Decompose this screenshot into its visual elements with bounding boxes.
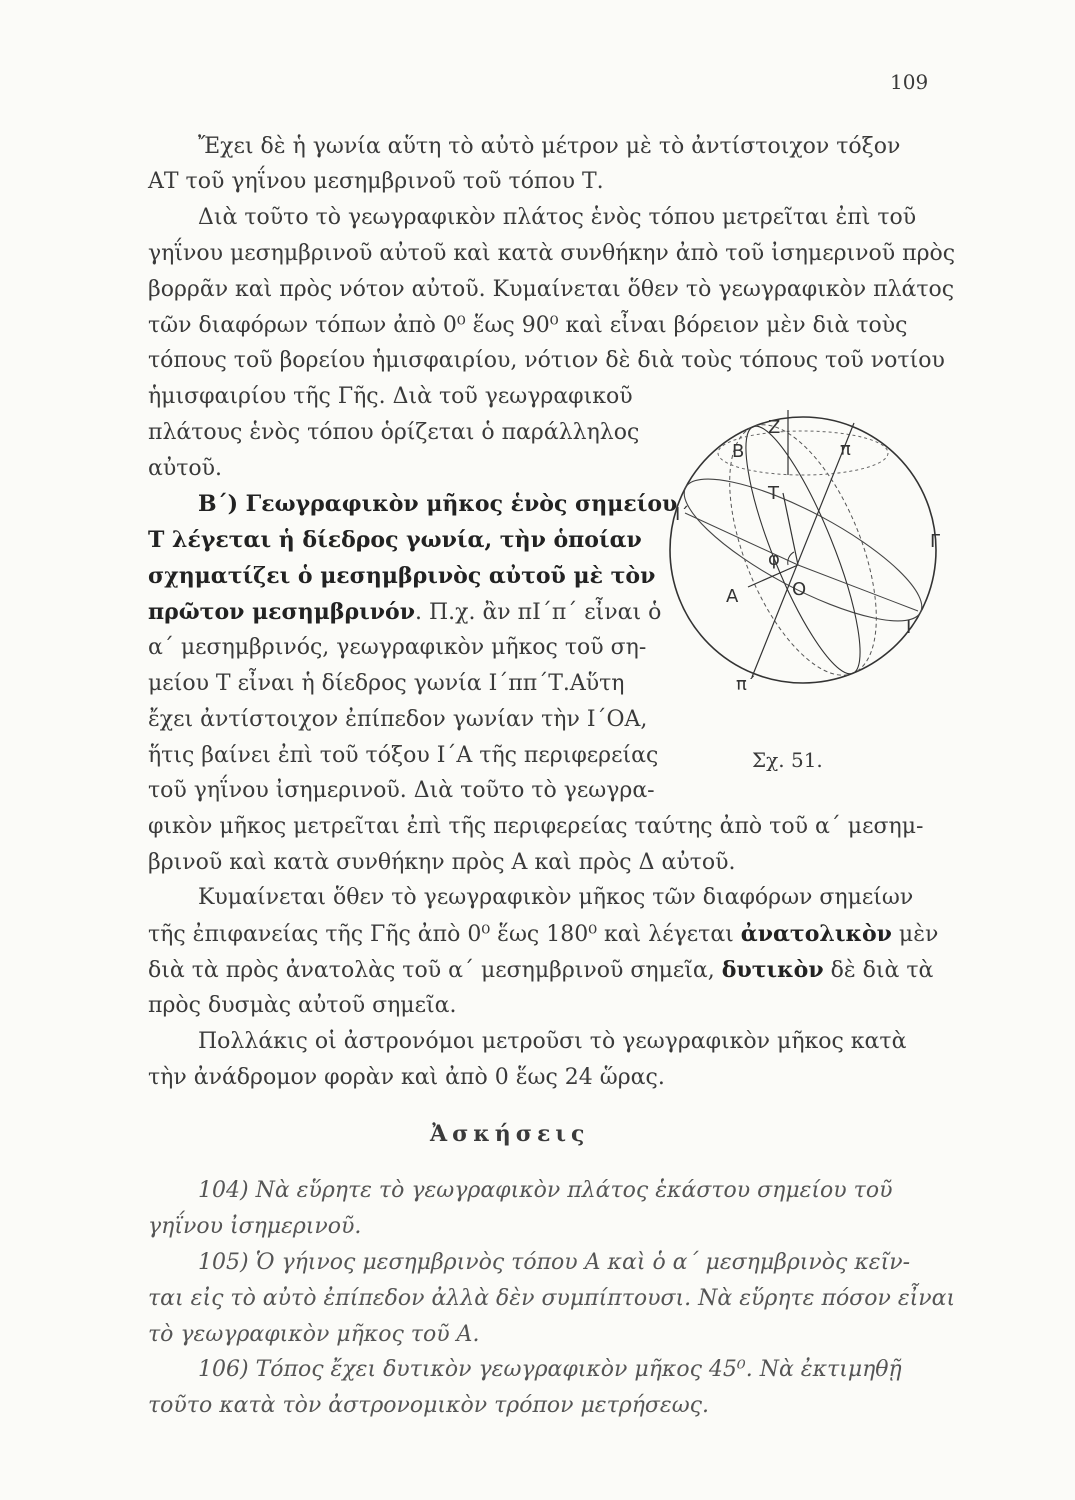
para2-line8: αὐτοῦ. xyxy=(148,456,223,481)
para3-line6: τοῦ γηΐνου ἰσημερινοῦ. Διὰ τοῦτο τὸ γεωγρα- xyxy=(148,778,655,803)
definition-line4: πρῶτον μεσημβρινόν xyxy=(148,599,415,625)
para4-line3-end: δὲ διὰ τὰ xyxy=(823,958,934,983)
figure-caption: Σχ. 51. xyxy=(752,748,823,772)
label-Z: Z xyxy=(768,417,781,438)
figure-celestial-sphere xyxy=(660,405,950,695)
label-T: T xyxy=(768,483,779,504)
para3-line5: ἥτις βαίνει ἐπὶ τοῦ τόξου Ι΄Α τῆς περιφερείας xyxy=(148,743,659,768)
para4-line2-end: μὲν xyxy=(891,922,939,947)
label-piprime: π΄ xyxy=(736,674,756,695)
para5-line2: τὴν ἀνάδρομον φορὰν καὶ ἀπὸ 0 ἕως 24 ὥρας. xyxy=(148,1065,665,1090)
para1-line2: ΑΤ τοῦ γηΐνου μεσημβρινοῦ τοῦ τόπου Τ. xyxy=(148,169,604,194)
label-O: O xyxy=(792,579,807,600)
label-pi: π xyxy=(840,439,851,460)
page-number: 109 xyxy=(890,70,929,94)
para2-line5: τόπους τοῦ βορείου ἡμισφαιρίου, νότιον δὲ διὰ τοὺς τόπους τοῦ νοτίου xyxy=(148,348,945,373)
label-A: A xyxy=(726,586,739,607)
exercise-104-line2: γηΐνου ἰσημερινοῦ. xyxy=(148,1214,362,1239)
para4-line2-start: τῆς ἐπιφανείας τῆς Γῆς ἀπὸ 0⁰ ἕως 180⁰ καὶ λέγεται xyxy=(148,922,741,947)
para3-line7: φικὸν μῆκος μετρεῖται ἐπὶ τῆς περιφερείας ταύτης ἀπὸ τοῦ α΄ μεσημ- xyxy=(148,814,924,839)
definition-line1: Β΄) Γεωγραφικὸν μῆκος ἑνὸς σημείου xyxy=(198,491,678,517)
para3-line2: α΄ μεσημβρινός, γεωγραφικὸν μῆκος τοῦ ση- xyxy=(148,635,647,660)
definition-line2: Τ λέγεται ἡ δίεδρος γωνία, τὴν ὁποίαν xyxy=(148,527,642,553)
para4-line4: πρὸς δυσμὰς αὐτοῦ σημεῖα. xyxy=(148,993,457,1018)
para3-line3: μείου Τ εἶναι ἡ δίεδρος γωνία Ι΄ππ΄Τ.Αὕτη xyxy=(148,671,625,696)
para1-line1: Ἔχει δὲ ἡ γωνία αὕτη τὸ αὐτὸ μέτρον μὲ τὸ ἀντίστοιχον τόξον xyxy=(198,134,901,159)
exercise-105-line3: τὸ γεωγραφικὸν μῆκος τοῦ Α. xyxy=(148,1322,480,1347)
label-B: B xyxy=(732,441,745,462)
exercises-heading: Ἀσκήσεις xyxy=(430,1121,590,1147)
exercise-105-line2: ται εἰς τὸ αὐτὸ ἐπίπεδον ἀλλὰ δὲν συμπίπτουσι. Νὰ εὕρητε πόσον εἶναι xyxy=(148,1286,956,1311)
para2-line4: τῶν διαφόρων τόπων ἀπὸ 0⁰ ἕως 90⁰ καὶ εἶναι βόρειον μὲν διὰ τοὺς xyxy=(148,313,908,338)
exercise-105-line1: 105) Ὁ γήινος μεσημβρινὸς τόπου Α καὶ ὁ α΄ μεσημβρινὸς κεῖν- xyxy=(198,1250,911,1275)
para3-line1-tail: . Π.χ. ἂν πΙ΄π΄ εἶναι ὁ xyxy=(414,600,662,625)
definition-line3: σχηματίζει ὁ μεσημβρινὸς αὐτοῦ μὲ τὸν xyxy=(148,563,656,589)
para5-line1: Πολλάκις οἱ ἀστρονόμοι μετροῦσι τὸ γεωγραφικὸν μῆκος κατὰ xyxy=(198,1029,907,1054)
para2-line2: γηΐνου μεσημβρινοῦ αὐτοῦ καὶ κατὰ συνθήκην ἀπὸ τοῦ ἰσημερινοῦ πρὸς xyxy=(148,241,956,266)
para2-line3: βορρᾶν καὶ πρὸς νότον αὐτοῦ. Κυμαίνεται ὅθεν τὸ γεωγραφικὸν πλάτος xyxy=(148,277,955,302)
term-east: ἀνατολικὸν xyxy=(740,921,892,947)
exercise-104-line1: 104) Νὰ εὕρητε τὸ γεωγραφικὸν πλάτος ἑκάστου σημείου τοῦ xyxy=(198,1178,893,1203)
label-phi: φ xyxy=(768,549,780,570)
label-I: I xyxy=(906,617,912,638)
para3-line8: βρινοῦ καὶ κατὰ συνθήκην πρὸς Α καὶ πρὸς Δ αὐτοῦ. xyxy=(148,850,736,875)
para2-line1: Διὰ τοῦτο τὸ γεωγραφικὸν πλάτος ἑνὸς τόπου μετρεῖται ἐπὶ τοῦ xyxy=(198,205,917,230)
label-Iprime: I΄ xyxy=(675,504,690,525)
para2-line6: ἡμισφαιρίου τῆς Γῆς. Διὰ τοῦ γεωγραφικοῦ xyxy=(148,384,633,409)
para2-line7: πλάτους ἑνὸς τόπου ὁρίζεται ὁ παράλληλος xyxy=(148,420,640,445)
term-west: δυτικὸν xyxy=(721,957,824,983)
para4-line1: Κυμαίνεται ὅθεν τὸ γεωγραφικὸν μῆκος τῶν διαφόρων σημείων xyxy=(198,885,914,910)
exercise-106-line1: 106) Τόπος ἔχει δυτικὸν γεωγραφικὸν μῆκος 45⁰. Νὰ ἐκτιμηθῇ xyxy=(198,1357,902,1382)
para3-line4: ἔχει ἀντίστοιχον ἐπίπεδον γωνίαν τὴν Ι΄ΟΑ, xyxy=(148,707,648,732)
label-Gamma: Γ xyxy=(930,531,941,552)
exercise-106-line2: τοῦτο κατὰ τὸν ἀστρονομικὸν τρόπον μετρήσεως. xyxy=(148,1393,709,1418)
para4-line3-start: διὰ τὰ πρὸς ἀνατολὰς τοῦ α΄ μεσημβρινοῦ σημεῖα, xyxy=(148,958,722,983)
